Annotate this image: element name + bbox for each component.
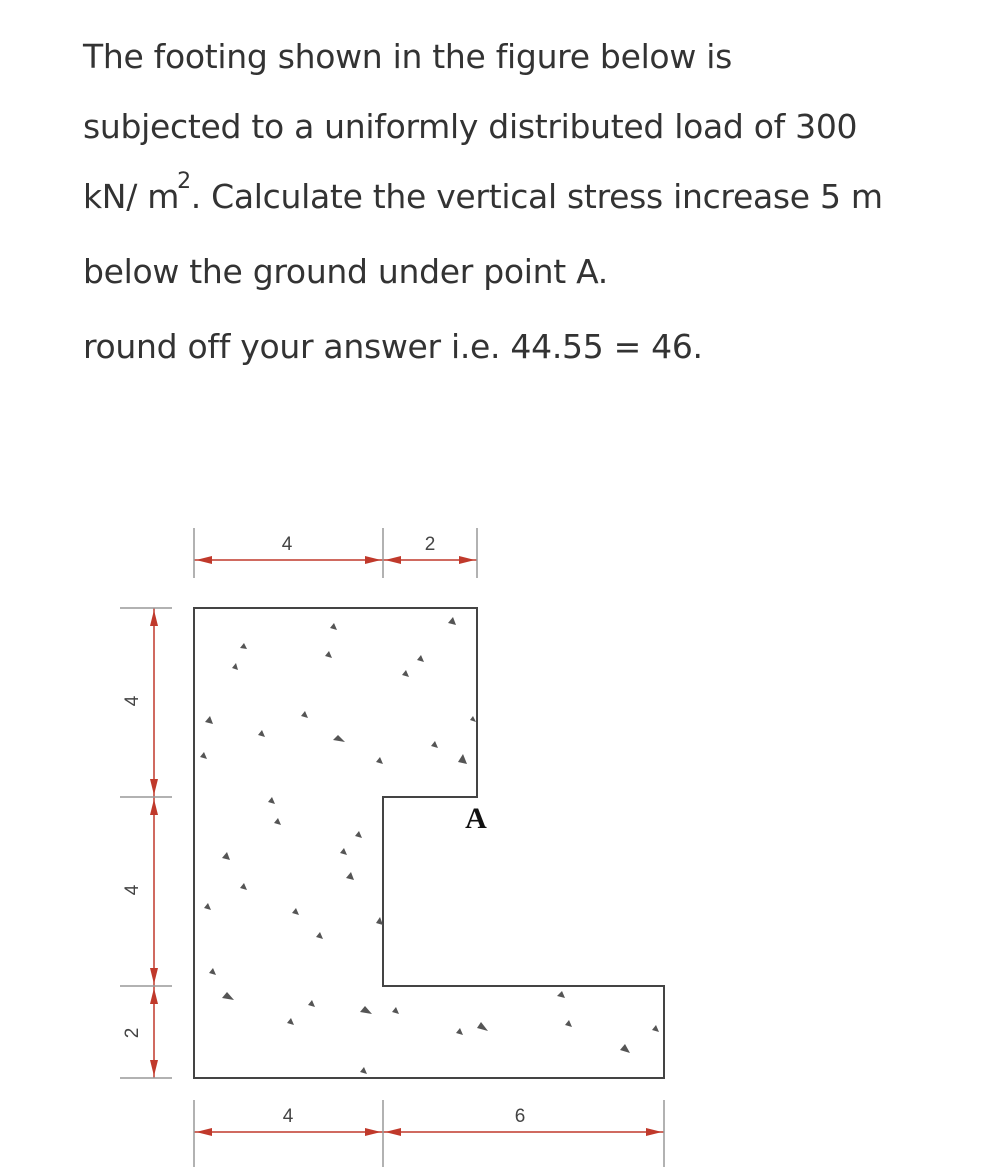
point-a-label: A — [465, 802, 487, 835]
rounding-instruction: round off your answer i.e. 44.55 = 46. — [83, 327, 703, 366]
question-line-1: The footing shown in the figure below is — [83, 37, 732, 76]
footing-figure — [0, 500, 991, 1167]
question-line-2: subjected to a uniformly distributed load of 300 — [83, 107, 858, 146]
question-line-3-rest: . Calculate the vertical stress increase 5 m — [190, 177, 883, 216]
footing-outline — [194, 608, 664, 1078]
question-text — [83, 22, 983, 307]
top-dim-label: 4 — [281, 534, 293, 555]
top-dim-label: 2 — [424, 534, 436, 555]
left-dim-label: 4 — [122, 884, 144, 896]
question-line-3 — [83, 162, 983, 237]
bottom-dimension — [194, 1100, 664, 1167]
left-dim-label: 4 — [122, 695, 144, 707]
unit-exponent: 2 — [177, 169, 191, 194]
left-dimension — [120, 608, 172, 1078]
bottom-dim-label: 6 — [514, 1106, 526, 1127]
question-line-4: below the ground under point A. — [83, 252, 608, 291]
unit-text: kN/ m — [83, 177, 180, 216]
bottom-dim-label: 4 — [282, 1106, 294, 1127]
left-dim-label: 2 — [122, 1027, 144, 1039]
